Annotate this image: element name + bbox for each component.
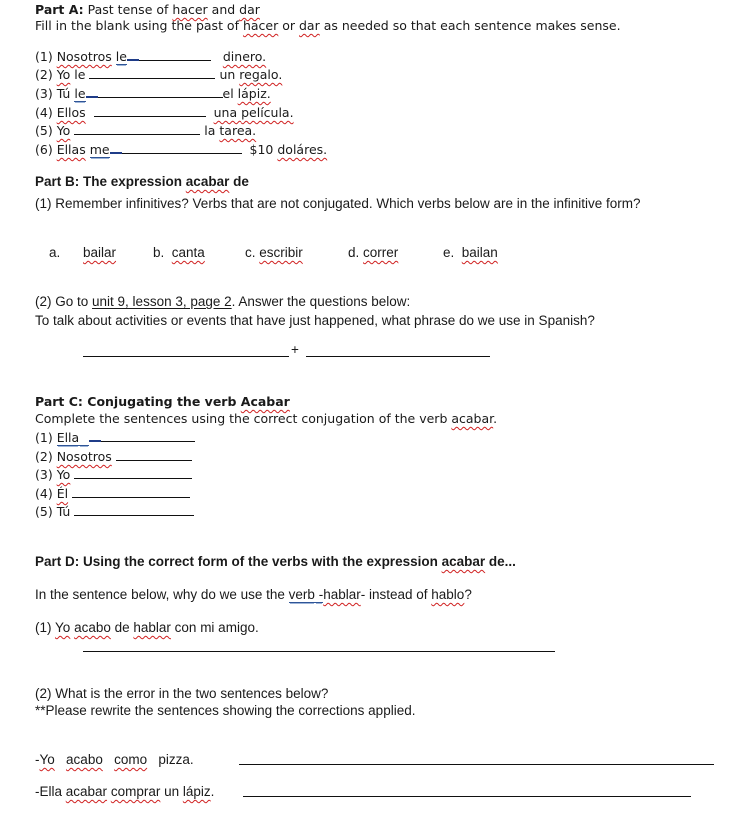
- option-letter: e.: [443, 245, 455, 260]
- part-a-title: Past tense of: [83, 2, 173, 17]
- text: In the sentence below, why do we use the: [35, 587, 289, 602]
- answer-blank[interactable]: [110, 142, 122, 154]
- answer-blank[interactable]: [127, 49, 139, 61]
- word: Yo: [55, 620, 71, 635]
- part-c-item-3: [35, 466, 192, 482]
- answer-blank[interactable]: [89, 66, 215, 79]
- word-acabar: Acabar: [240, 394, 290, 409]
- answer-blank[interactable]: [101, 429, 195, 442]
- text: con mi amigo.: [170, 620, 259, 635]
- item-ending: lápiz.: [237, 86, 271, 101]
- text: el: [222, 86, 238, 101]
- text: de: [110, 620, 134, 635]
- answer-blank[interactable]: [74, 503, 194, 516]
- item-number: (6): [35, 142, 57, 157]
- part-a-label: Part A:: [35, 2, 84, 17]
- item-subject: Ella: [56, 430, 80, 445]
- answer-line[interactable]: [239, 764, 714, 765]
- item-ending: dinero.: [222, 49, 267, 64]
- text: -Ella: [35, 784, 66, 799]
- item-number: (2): [35, 67, 57, 82]
- item-subject: Nosotros: [56, 449, 112, 464]
- part-d-question: [35, 587, 472, 602]
- item-subject: Yo: [56, 67, 71, 82]
- text: - instead of: [360, 587, 432, 602]
- text: un: [219, 67, 240, 82]
- word-hacer: hacer: [242, 18, 279, 33]
- part-a-item-2: [35, 66, 282, 82]
- item-subject: Tú: [56, 504, 71, 519]
- part-c-item-2: [35, 448, 192, 464]
- word: Yo: [39, 752, 55, 767]
- text: and: [207, 2, 240, 17]
- part-b-title: Part B: The expression: [35, 174, 186, 189]
- answer-blank[interactable]: [139, 48, 211, 61]
- part-a-item-4: [35, 104, 294, 120]
- part-a-item-1: [35, 48, 266, 64]
- part-a-item-3: [35, 85, 271, 101]
- part-c-heading: [35, 394, 290, 409]
- answer-blank[interactable]: [98, 85, 223, 98]
- word-hacer: hacer: [172, 2, 208, 17]
- item-number: (4): [35, 105, 57, 120]
- text: ?: [464, 587, 472, 602]
- part-a-instructions: [35, 18, 621, 33]
- text: Fill in the blank using the past of: [35, 18, 243, 33]
- word-dar: dar: [299, 18, 320, 33]
- item-pronoun: me: [89, 142, 110, 157]
- option-word: escribir: [259, 245, 303, 260]
- word-hablar: hablar: [323, 587, 361, 602]
- item-pronoun: le: [74, 67, 86, 82]
- option-b[interactable]: [153, 245, 205, 260]
- option-word: bailan: [461, 245, 498, 260]
- word-dar: dar: [239, 2, 260, 17]
- text: la: [204, 123, 220, 138]
- option-letter: b.: [153, 245, 165, 260]
- option-a[interactable]: [49, 245, 60, 260]
- option-letter: c.: [245, 245, 256, 260]
- part-c-item-5: [35, 503, 194, 519]
- part-b-question-2-sub: To talk about activities or events that have just happened, what phrase do we use in Spanish?: [35, 313, 595, 328]
- option-letter: d.: [348, 245, 360, 260]
- text: -: [314, 587, 324, 602]
- word-verb: verb: [288, 587, 315, 602]
- option-c[interactable]: [245, 245, 303, 260]
- item-ending: doláres.: [277, 142, 328, 157]
- answer-blank[interactable]: [122, 141, 242, 154]
- item-subject: Nosotros: [56, 49, 112, 64]
- part-d-title: Part D: Using the correct form of the verbs with the expression: [35, 554, 442, 569]
- answer-line[interactable]: [243, 796, 691, 797]
- answer-line[interactable]: [306, 356, 490, 357]
- answer-line[interactable]: [83, 651, 555, 652]
- option-word: canta: [171, 245, 205, 260]
- part-a-heading: [35, 2, 260, 17]
- item-ending: película.: [241, 105, 294, 120]
- item-subject: Yo: [56, 467, 71, 482]
- item-subject: Ellos: [56, 105, 86, 120]
- part-d-question-2: (2) What is the error in the two sentences below?: [35, 686, 329, 701]
- sentence-1: [35, 752, 194, 767]
- item-number: (3): [35, 467, 57, 482]
- word: como: [114, 752, 148, 767]
- word-acabar: acabar: [441, 554, 486, 569]
- text: $10: [249, 142, 278, 157]
- text: or: [278, 18, 299, 33]
- text: un: [160, 784, 183, 799]
- answer-blank[interactable]: [116, 448, 192, 461]
- answer-blank[interactable]: [89, 430, 101, 442]
- item-number: (4): [35, 486, 57, 501]
- text: as needed so that each sentence makes sense.: [319, 18, 621, 33]
- answer-blank[interactable]: [74, 122, 200, 135]
- text: Complete the sentences using the correct conjugation of the verb: [35, 411, 452, 426]
- part-b-question-2: [35, 294, 410, 309]
- option-word: correr: [363, 245, 399, 260]
- item-pronoun: le: [74, 86, 86, 101]
- option-a-word[interactable]: bailar: [83, 245, 117, 260]
- part-c-instructions: [35, 411, 497, 426]
- text: .: [493, 411, 498, 426]
- text: una: [213, 105, 242, 120]
- part-b-heading: [35, 174, 249, 189]
- item-number: (1): [35, 620, 56, 635]
- item-number: (1): [35, 49, 57, 64]
- part-d-heading: [35, 554, 516, 569]
- item-ending: regalo.: [239, 67, 283, 82]
- item-subject: Él: [56, 486, 69, 501]
- word-hablo: hablo: [431, 587, 465, 602]
- item-number: (1): [35, 430, 57, 445]
- item-pronoun: le: [115, 49, 127, 64]
- option-letter: a.: [49, 245, 61, 260]
- part-c-title: Part C: Conjugating the verb: [35, 394, 241, 409]
- option-e[interactable]: [443, 245, 498, 260]
- part-a-item-6: [35, 141, 327, 157]
- item-number: (2): [35, 449, 57, 464]
- part-d-example-1: [35, 620, 259, 635]
- item-subject: Yo: [56, 123, 71, 138]
- text: . Answer the questions below:: [231, 294, 411, 309]
- word: comprar: [110, 784, 161, 799]
- part-d-question-2-sub: **Please rewrite the sentences showing the corrections applied.: [35, 703, 416, 718]
- option-d[interactable]: [348, 245, 398, 260]
- answer-blank[interactable]: [94, 104, 206, 117]
- word: acabo: [66, 752, 103, 767]
- answer-blank[interactable]: [86, 86, 98, 98]
- word: acabo: [74, 620, 111, 635]
- part-b-question-1: (1) Remember infinitives? Verbs that are not conjugated. Which verbs below are in the infinitive form?: [35, 196, 641, 211]
- text: pizza.: [158, 752, 194, 767]
- sentence-2: [35, 784, 214, 799]
- item-subject: Ellas: [56, 142, 86, 157]
- item-ending: tarea.: [219, 123, 257, 138]
- part-a-item-5: [35, 122, 256, 138]
- part-c-item-4: [35, 485, 190, 501]
- item-number: (5): [35, 504, 57, 519]
- answer-blank[interactable]: [72, 485, 190, 498]
- answer-blank[interactable]: [74, 466, 192, 479]
- word-acabar: acabar: [185, 174, 230, 189]
- part-c-item-1: [35, 429, 195, 446]
- item-subject: Tú: [56, 86, 71, 101]
- item-number: (3): [35, 86, 57, 101]
- word: acabar: [65, 784, 108, 799]
- text: (2) Go to: [35, 294, 93, 309]
- word-acabar: acabar: [451, 411, 494, 426]
- word: hablar: [133, 620, 171, 635]
- unit-reference-link[interactable]: unit 9, lesson 3, page 2: [92, 294, 232, 309]
- text: -: [35, 752, 40, 767]
- plus-sign: +: [291, 342, 299, 357]
- item-number: (5): [35, 123, 57, 138]
- text: de...: [485, 554, 516, 569]
- text: de: [229, 174, 249, 189]
- text: .: [210, 784, 215, 799]
- answer-line[interactable]: [83, 356, 289, 357]
- word: lápiz: [182, 784, 211, 799]
